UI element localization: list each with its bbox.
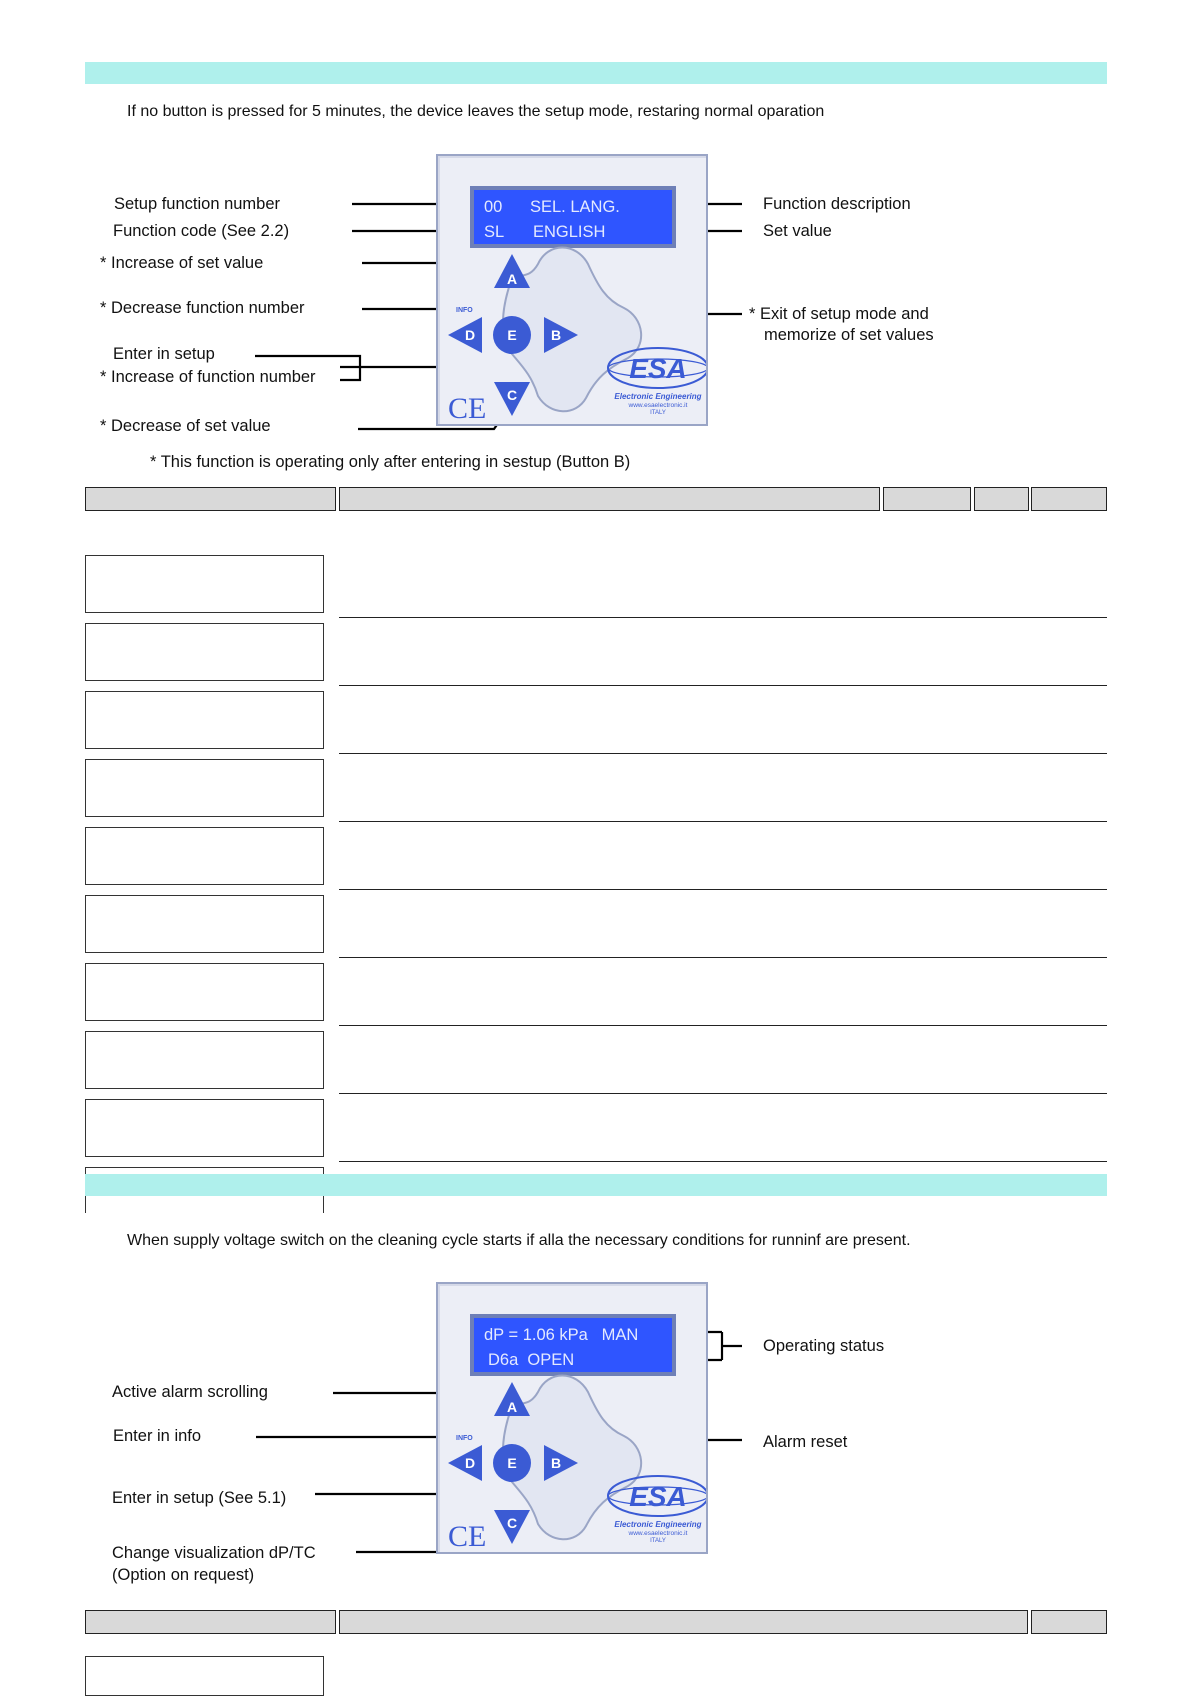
- label-operating-status: Operating status: [763, 1337, 885, 1355]
- svg-text:D: D: [464, 327, 476, 343]
- label-increase-set-value: * Increase of set value: [100, 254, 264, 272]
- svg-text:A: A: [506, 1399, 518, 1415]
- svg-text:C: C: [506, 1515, 518, 1531]
- info-label: INFO: [456, 307, 473, 314]
- table-header-cell: [1031, 1610, 1107, 1634]
- label-enter-setup-ref: Enter in setup (See 5.1): [112, 1489, 287, 1507]
- svg-text:E: E: [507, 327, 517, 343]
- lcd-set-value: ENGLISH: [533, 223, 606, 241]
- svg-text:E: E: [507, 1455, 517, 1471]
- label-alarm-reset: Alarm reset: [763, 1433, 848, 1451]
- label-enter-setup: Enter in setup: [113, 345, 215, 363]
- svg-text:D: D: [464, 1455, 476, 1471]
- svg-text:B: B: [550, 1455, 562, 1471]
- lcd-pressure-readout: dP = 1.06 kPa MAN: [484, 1326, 639, 1344]
- svg-text:B: B: [550, 327, 562, 343]
- label-setup-function-number: Setup function number: [114, 195, 281, 213]
- svg-text:www.esaelectronic.it: www.esaelectronic.it: [628, 402, 688, 409]
- function-code-box: [85, 1656, 324, 1696]
- lcd-function-description: SEL. LANG.: [530, 198, 620, 216]
- svg-text:A: A: [506, 271, 518, 287]
- label-decrease-function-number: * Decrease function number: [100, 299, 305, 317]
- label-option-on-request: (Option on request): [112, 1566, 255, 1584]
- label-increase-function-number: * Increase of function number: [100, 368, 316, 386]
- label-exit-setup: * Exit of setup mode and: [749, 305, 929, 323]
- button-d-arrow[interactable]: [448, 1445, 482, 1481]
- button-e-round[interactable]: [493, 1444, 531, 1482]
- svg-text:Electronic Engineering: Electronic Engineering: [614, 392, 702, 401]
- label-memorize-values: memorize of set values: [764, 326, 934, 344]
- svg-text:ESA: ESA: [629, 353, 687, 384]
- setup-timeout-note: If no button is pressed for 5 minutes, the device leaves the setup mode, restaring normal oparation: [127, 103, 825, 120]
- label-function-code: Function code (See 2.2): [113, 222, 290, 240]
- label-function-description: Function description: [763, 195, 911, 213]
- svg-text:Electronic Engineering: Electronic Engineering: [614, 1520, 702, 1529]
- label-change-visualization: Change visualization dP/TC: [112, 1544, 316, 1562]
- ce-mark-icon: CE: [448, 1520, 487, 1552]
- lcd-function-code: SL: [484, 223, 505, 241]
- label-enter-info: Enter in info: [113, 1427, 202, 1445]
- lcd-status-line: D6a OPEN: [488, 1351, 575, 1369]
- label-active-alarm-scrolling: Active alarm scrolling: [112, 1383, 268, 1401]
- keypad-operation: [438, 1284, 706, 1552]
- svg-text:ESA: ESA: [629, 1481, 687, 1512]
- svg-text:www.esaelectronic.it: www.esaelectronic.it: [628, 1530, 688, 1537]
- table-header-cell: [85, 1610, 336, 1634]
- button-c-arrow[interactable]: [494, 1510, 530, 1544]
- startup-note: When supply voltage switch on the cleaning cycle starts if alla the necessary conditions for runninf are present.: [127, 1232, 911, 1249]
- label-set-value: Set value: [763, 222, 832, 240]
- button-a-arrow[interactable]: [494, 1382, 530, 1416]
- label-decrease-set-value: * Decrease of set value: [100, 417, 271, 435]
- svg-text:ITALY: ITALY: [650, 410, 666, 416]
- table-header-cell: [339, 1610, 1028, 1634]
- controller-panel-operation: [436, 1282, 708, 1554]
- svg-text:C: C: [506, 387, 518, 403]
- ce-mark-icon: CE: [448, 392, 487, 424]
- info-label: INFO: [456, 1435, 473, 1442]
- svg-text:ITALY: ITALY: [650, 1538, 666, 1544]
- setup-footnote: * This function is operating only after entering in sestup (Button B): [150, 453, 631, 471]
- lcd-function-number: 00: [484, 198, 503, 216]
